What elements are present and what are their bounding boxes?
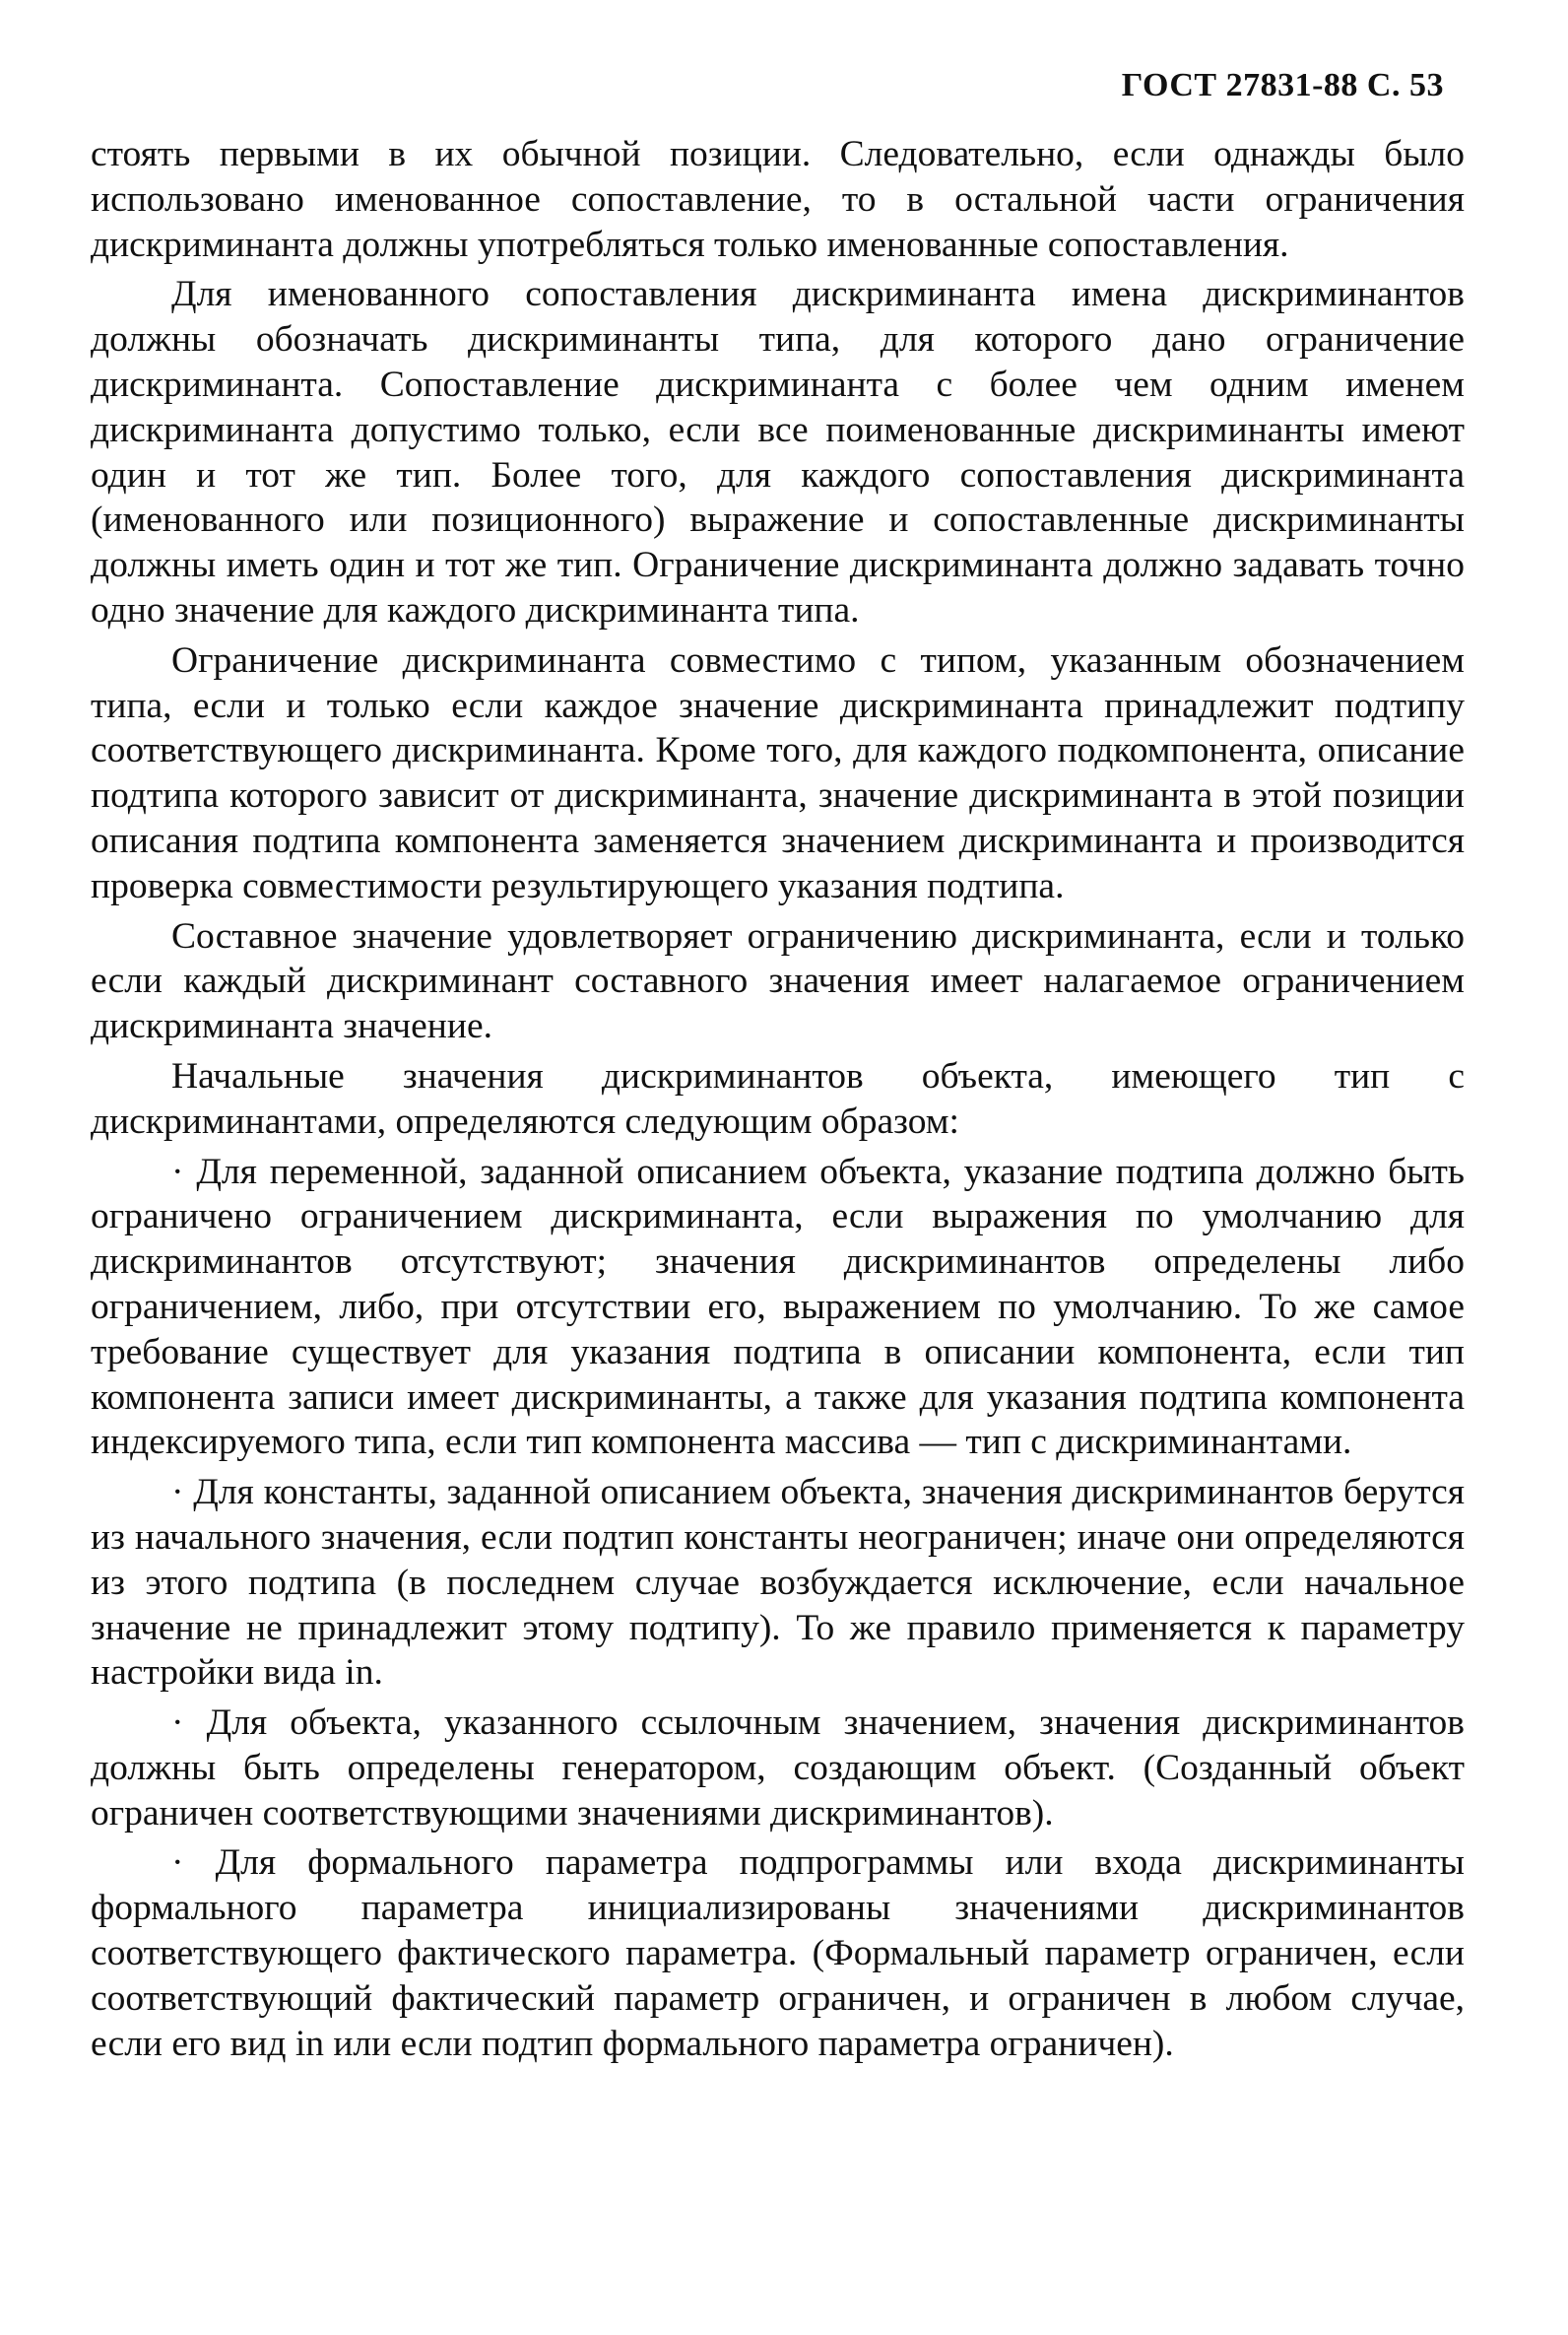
list-item-access-object: · Для объекта, указанного ссылочным значением, значения дискриминантов должны быть определены генератором, создающим объект. (Созданный объект ограничен соответствующими значениями дискриминантов). — [91, 1702, 1465, 1834]
paragraph-continuation: стоять первыми в их обычной позиции. Следовательно, если однажды было использовано именованное сопоставление, то в остальной части ограничения дискриминанта должны употребляться только именованные сопоставления. — [91, 134, 1465, 265]
page-header: ГОСТ 27831-88 С. 53 — [1121, 67, 1444, 103]
paragraph-composite-value: Составное значение удовлетворяет ограничению дискриминанта, если и только если каждый дискриминант составного значения имеет налагаемое ограничением дискриминанта значение. — [91, 915, 1465, 1047]
body-text — [91, 132, 1465, 2071]
list-item-variable: · Для переменной, заданной описанием объекта, указание подтипа должно быть ограничено ограничением дискриминанта, если выражения по умолчанию для дискриминантов отсутствуют; значения дискриминантов определены либо ограничением, либо, при отсутствии его, выражением по умолчанию. То же самое требование существует для указания подтипа в описании компонента, если тип компонента записи имеет дискриминанты, а также для указания подтипа компонента индексируемого типа, если тип компонента массива — тип с дискриминантами. — [91, 1151, 1465, 1463]
paragraph-compatibility: Ограничение дискриминанта совместимо с типом, указанным обозначением типа, если и только если каждое значение дискриминанта принадлежит подтипу соответствующего дискриминанта. Кроме того, для каждого подкомпонента, описание подтипа которого зависит от дискриминанта, значение дискриминанта в этой позиции описания подтипа компонента заменяется значением дискриминанта и производится проверка совместимости результирующего указания подтипа. — [91, 639, 1465, 906]
paragraph-named-association: Для именованного сопоставления дискриминанта имена дискриминантов должны обозначать дискриминанты типа, для которого дано ограничение дискриминанта. Сопоставление дискриминанта с более чем одним именем дискриминанта допустимо только, если все поименованные дискриминанты имеют один и тот же тип. Более того, для каждого сопоставления дискриминанта (именованного или позиционного) выражение и сопоставленные дискриминанты должны иметь один и тот же тип. Ограничение дискриминанта должно задавать точно одно значение для каждого дискриминанта типа. — [91, 274, 1465, 631]
list-item-formal-parameter: · Для формального параметра подпрограммы или входа дискриминанты формального параметра инициализированы значениями дискриминантов соответствующего фактического параметра. (Формальный параметр ограничен, если соответствующий фактический параметр ограничен, и ограничен в любом случае, если его вид in или если подтип формального параметра ограничен). — [91, 1842, 1465, 2064]
list-item-constant: · Для константы, заданной описанием объекта, значения дискриминантов берутся из начального значения, если подтип константы неограничен; иначе они определяются из этого подтипа (в последнем случае возбуждается исключение, если начальное значение не принадлежит этому подтипу). То же правило применяется к параметру настройки вида in. — [91, 1472, 1465, 1694]
paragraph-initial-values: Начальные значения дискриминантов объекта, имеющего тип с дискриминантами, определяются следующим образом: — [91, 1055, 1465, 1142]
